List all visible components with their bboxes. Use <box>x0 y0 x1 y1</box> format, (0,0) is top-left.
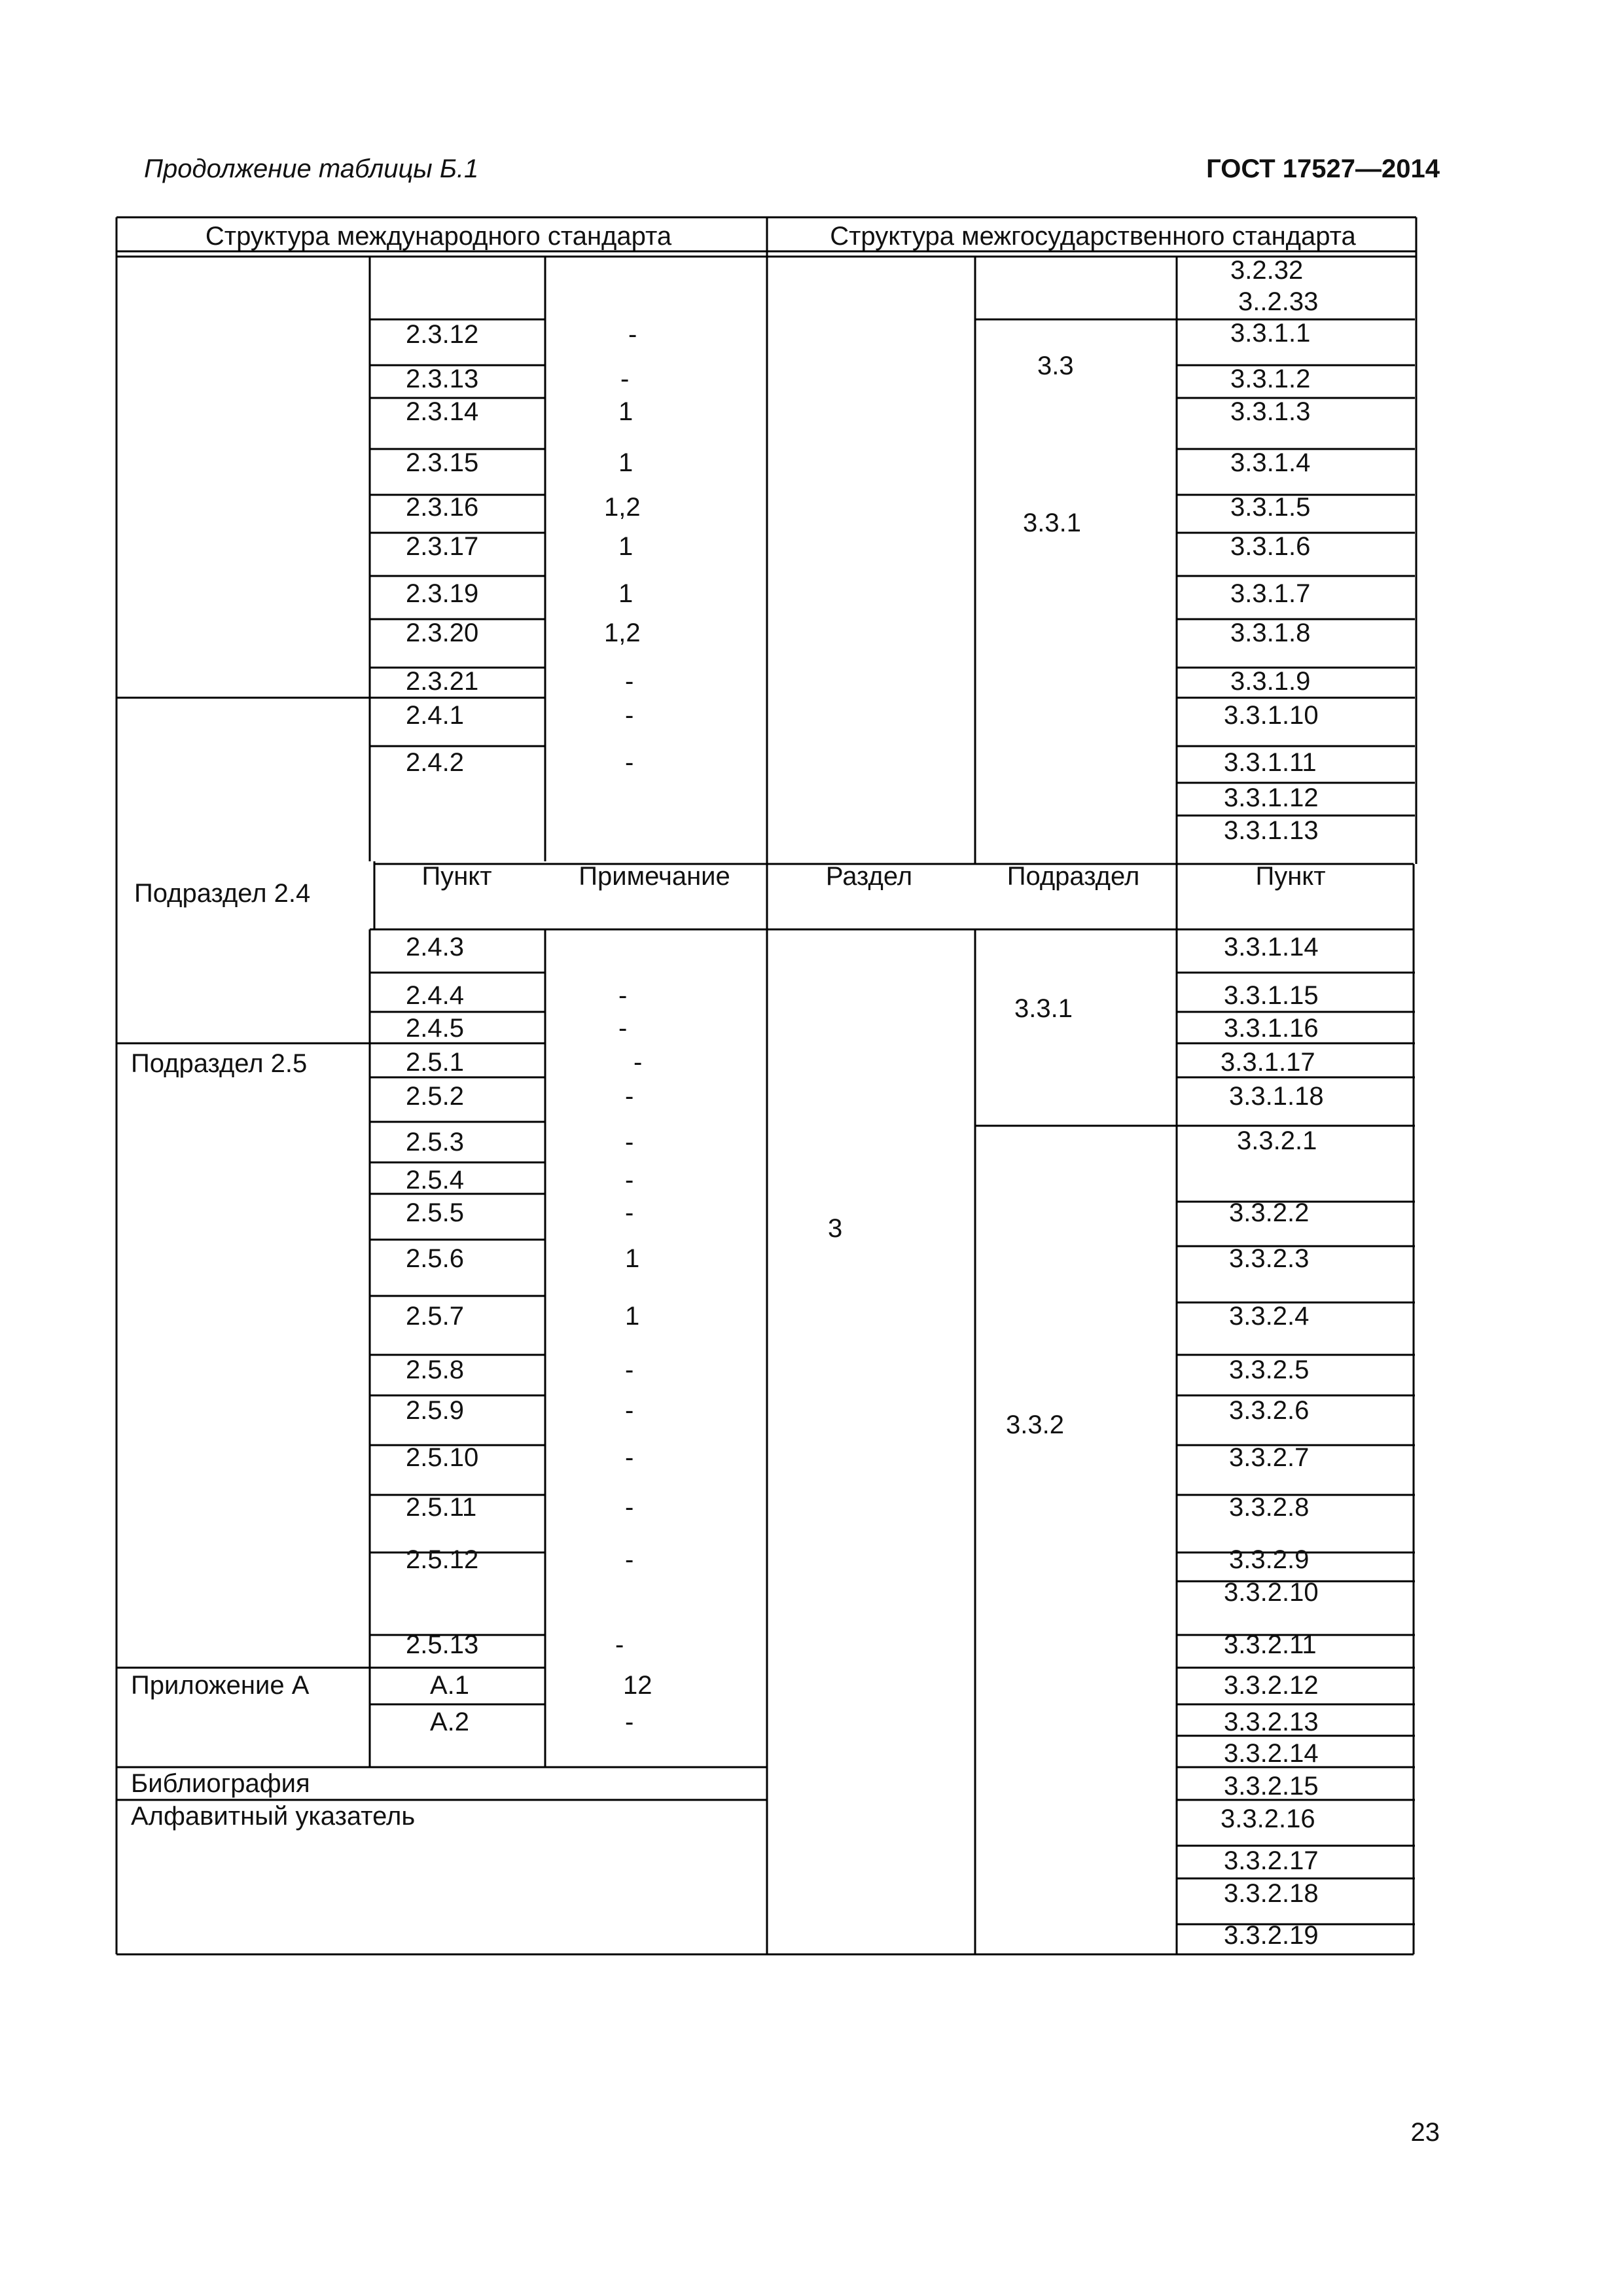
interstate-punkt-cell: 3.3.1.16 <box>1224 1014 1319 1043</box>
column-header-punkt-international: Пункт <box>421 862 492 891</box>
interstate-punkt-cell: 3.3.1.15 <box>1224 981 1319 1010</box>
interstate-punkt-cell: 3.3.2.18 <box>1224 1879 1319 1908</box>
intl-punkt-cell: 2.4.1 <box>406 701 464 730</box>
interstate-podrazdel-cell: 3.3 <box>1037 351 1074 380</box>
interstate-punkt-cell: 3.3.1.2 <box>1230 365 1311 393</box>
intl-note-cell: 1 <box>618 579 633 608</box>
interstate-punkt-cell: 3..2.33 <box>1238 287 1319 316</box>
interstate-punkt-cell: 3.3.1.13 <box>1224 816 1319 845</box>
interstate-punkt-cell: 3.3.2.19 <box>1224 1921 1319 1950</box>
intl-punkt-cell: 2.3.14 <box>406 397 479 426</box>
interstate-punkt-cell: 3.3.2.15 <box>1224 1772 1319 1801</box>
intl-punkt-cell: 2.3.12 <box>406 320 479 349</box>
column-header-razdel: Раздел <box>825 862 913 891</box>
intl-punkt-cell: 2.3.13 <box>406 365 479 393</box>
section-label-bibliography: Библиография <box>131 1769 310 1798</box>
intl-note-cell: - <box>625 1082 634 1111</box>
interstate-podrazdel-cell: 3.3.1 <box>1014 994 1073 1023</box>
intl-punkt-cell: 2.5.8 <box>406 1355 464 1384</box>
intl-note-cell: - <box>633 1048 643 1077</box>
intl-note-cell: - <box>618 981 628 1010</box>
intl-punkt-cell: 2.4.3 <box>406 933 464 961</box>
interstate-punkt-cell: 3.3.2.17 <box>1224 1846 1319 1875</box>
intl-punkt-cell: 2.5.7 <box>406 1302 464 1331</box>
column-header-punkt-interstate: Пункт <box>1255 862 1326 891</box>
interstate-punkt-cell: 3.3.2.12 <box>1224 1671 1319 1700</box>
interstate-punkt-cell: 3.3.1.1 <box>1230 319 1311 348</box>
interstate-punkt-cell: 3.3.2.7 <box>1229 1443 1310 1472</box>
intl-note-cell: - <box>625 1128 634 1157</box>
intl-note-cell: - <box>625 1198 634 1227</box>
intl-punkt-cell: 2.5.13 <box>406 1630 479 1659</box>
intl-note-cell: 12 <box>623 1671 652 1700</box>
interstate-punkt-cell: 3.3.2.9 <box>1229 1545 1310 1574</box>
interstate-punkt-cell: 3.3.2.6 <box>1229 1396 1310 1425</box>
intl-punkt-cell: 2.4.5 <box>406 1014 464 1043</box>
interstate-punkt-cell: 3.3.1.5 <box>1230 493 1311 522</box>
interstate-punkt-cell: 3.3.2.3 <box>1229 1244 1310 1273</box>
table-continuation-caption: Продолжение таблицы Б.1 <box>144 154 479 183</box>
interstate-punkt-cell: 3.3.2.14 <box>1224 1739 1319 1768</box>
intl-punkt-cell: 2.5.11 <box>406 1493 477 1522</box>
intl-note-cell: 1,2 <box>604 619 641 647</box>
intl-note-cell: 1 <box>625 1302 640 1331</box>
interstate-punkt-cell: 3.3.2.10 <box>1224 1578 1319 1607</box>
interstate-punkt-cell: 3.3.2.2 <box>1229 1198 1310 1227</box>
intl-punkt-cell: 2.3.21 <box>406 667 479 696</box>
section-label-alphabetic-index: Алфавитный указатель <box>131 1802 416 1831</box>
intl-note-cell: - <box>615 1630 624 1659</box>
interstate-punkt-cell: 3.3.2.16 <box>1221 1804 1315 1833</box>
interstate-punkt-cell: 3.3.1.18 <box>1229 1082 1324 1111</box>
interstate-punkt-cell: 3.3.1.3 <box>1230 397 1311 426</box>
intl-note-cell: - <box>620 365 630 393</box>
intl-note-cell: - <box>618 1014 628 1043</box>
interstate-podrazdel-cell: 3.3.2 <box>1006 1410 1064 1439</box>
interstate-punkt-cell: 3.3.2.8 <box>1229 1493 1310 1522</box>
intl-punkt-cell: 2.3.15 <box>406 448 479 477</box>
intl-note-cell: 1 <box>625 1244 640 1273</box>
intl-note-cell: 1 <box>618 397 633 426</box>
intl-note-cell: - <box>625 1355 634 1384</box>
interstate-punkt-cell: 3.3.1.12 <box>1224 783 1319 812</box>
intl-punkt-cell: 2.5.2 <box>406 1082 464 1111</box>
interstate-punkt-cell: 3.3.1.17 <box>1221 1048 1315 1077</box>
intl-note-cell: - <box>628 320 637 349</box>
intl-note-cell: 1,2 <box>604 493 641 522</box>
intl-punkt-cell: 2.5.5 <box>406 1198 464 1227</box>
intl-note-cell: - <box>625 1493 634 1522</box>
intl-note-cell: - <box>625 1396 634 1425</box>
intl-note-cell: - <box>625 1545 634 1574</box>
intl-punkt-cell: 2.3.20 <box>406 619 479 647</box>
interstate-punkt-cell: 3.3.2.4 <box>1229 1302 1310 1331</box>
section-label-subsection-2-4: Подраздел 2.4 <box>134 879 311 908</box>
intl-punkt-cell: 2.3.16 <box>406 493 479 522</box>
intl-punkt-cell: 2.5.10 <box>406 1443 479 1472</box>
intl-note-cell: - <box>625 1166 634 1194</box>
intl-punkt-cell: 2.5.6 <box>406 1244 464 1273</box>
intl-note-cell: - <box>625 1708 634 1736</box>
interstate-punkt-cell: 3.3.1.7 <box>1230 579 1311 608</box>
intl-punkt-cell: 2.5.4 <box>406 1166 464 1194</box>
interstate-punkt-cell: 3.2.32 <box>1230 256 1304 285</box>
intl-punkt-cell: 2.5.1 <box>406 1048 464 1077</box>
intl-punkt-cell: А.1 <box>430 1671 470 1700</box>
section-label-subsection-2-5: Подраздел 2.5 <box>131 1049 308 1078</box>
column-header-podrazdel: Подраздел <box>1007 862 1140 891</box>
interstate-punkt-cell: 3.3.1.14 <box>1224 933 1319 961</box>
intl-note-cell: - <box>625 748 634 777</box>
interstate-punkt-cell: 3.3.2.11 <box>1224 1630 1317 1659</box>
header-interstate-structure: Структура межгосударственного стандарта <box>830 222 1356 251</box>
interstate-podrazdel-cell: 3.3.1 <box>1023 509 1081 537</box>
header-international-structure: Структура международного стандарта <box>205 222 672 251</box>
interstate-punkt-cell: 3.3.1.9 <box>1230 667 1311 696</box>
intl-punkt-cell: 2.5.3 <box>406 1128 464 1157</box>
interstate-punkt-cell: 3.3.2.13 <box>1224 1708 1319 1736</box>
intl-punkt-cell: А.2 <box>430 1708 470 1736</box>
interstate-punkt-cell: 3.3.1.10 <box>1224 701 1319 730</box>
intl-punkt-cell: 2.5.9 <box>406 1396 464 1425</box>
intl-note-cell: - <box>625 667 634 696</box>
column-header-note: Примечание <box>579 862 730 891</box>
interstate-punkt-cell: 3.3.1.6 <box>1230 532 1311 561</box>
table-grid-lines <box>116 217 1416 1954</box>
intl-punkt-cell: 2.3.17 <box>406 532 479 561</box>
intl-note-cell: - <box>625 701 634 730</box>
intl-punkt-cell: 2.4.2 <box>406 748 464 777</box>
interstate-punkt-cell: 3.3.1.8 <box>1230 619 1311 647</box>
interstate-punkt-cell: 3.3.1.11 <box>1224 748 1317 777</box>
section-label-annex-a: Приложение А <box>131 1671 310 1700</box>
intl-note-cell: 1 <box>618 448 633 477</box>
intl-note-cell: 1 <box>618 532 633 561</box>
intl-punkt-cell: 2.4.4 <box>406 981 464 1010</box>
standard-designation: ГОСТ 17527—2014 <box>1206 154 1440 183</box>
page-number: 23 <box>1410 2118 1440 2147</box>
intl-note-cell: - <box>625 1443 634 1472</box>
interstate-punkt-cell: 3.3.2.1 <box>1237 1126 1317 1155</box>
interstate-punkt-cell: 3.3.2.5 <box>1229 1355 1310 1384</box>
intl-punkt-cell: 2.3.19 <box>406 579 479 608</box>
interstate-razdel-cell: 3 <box>828 1214 843 1243</box>
interstate-punkt-cell: 3.3.1.4 <box>1230 448 1311 477</box>
intl-punkt-cell: 2.5.12 <box>406 1545 479 1574</box>
